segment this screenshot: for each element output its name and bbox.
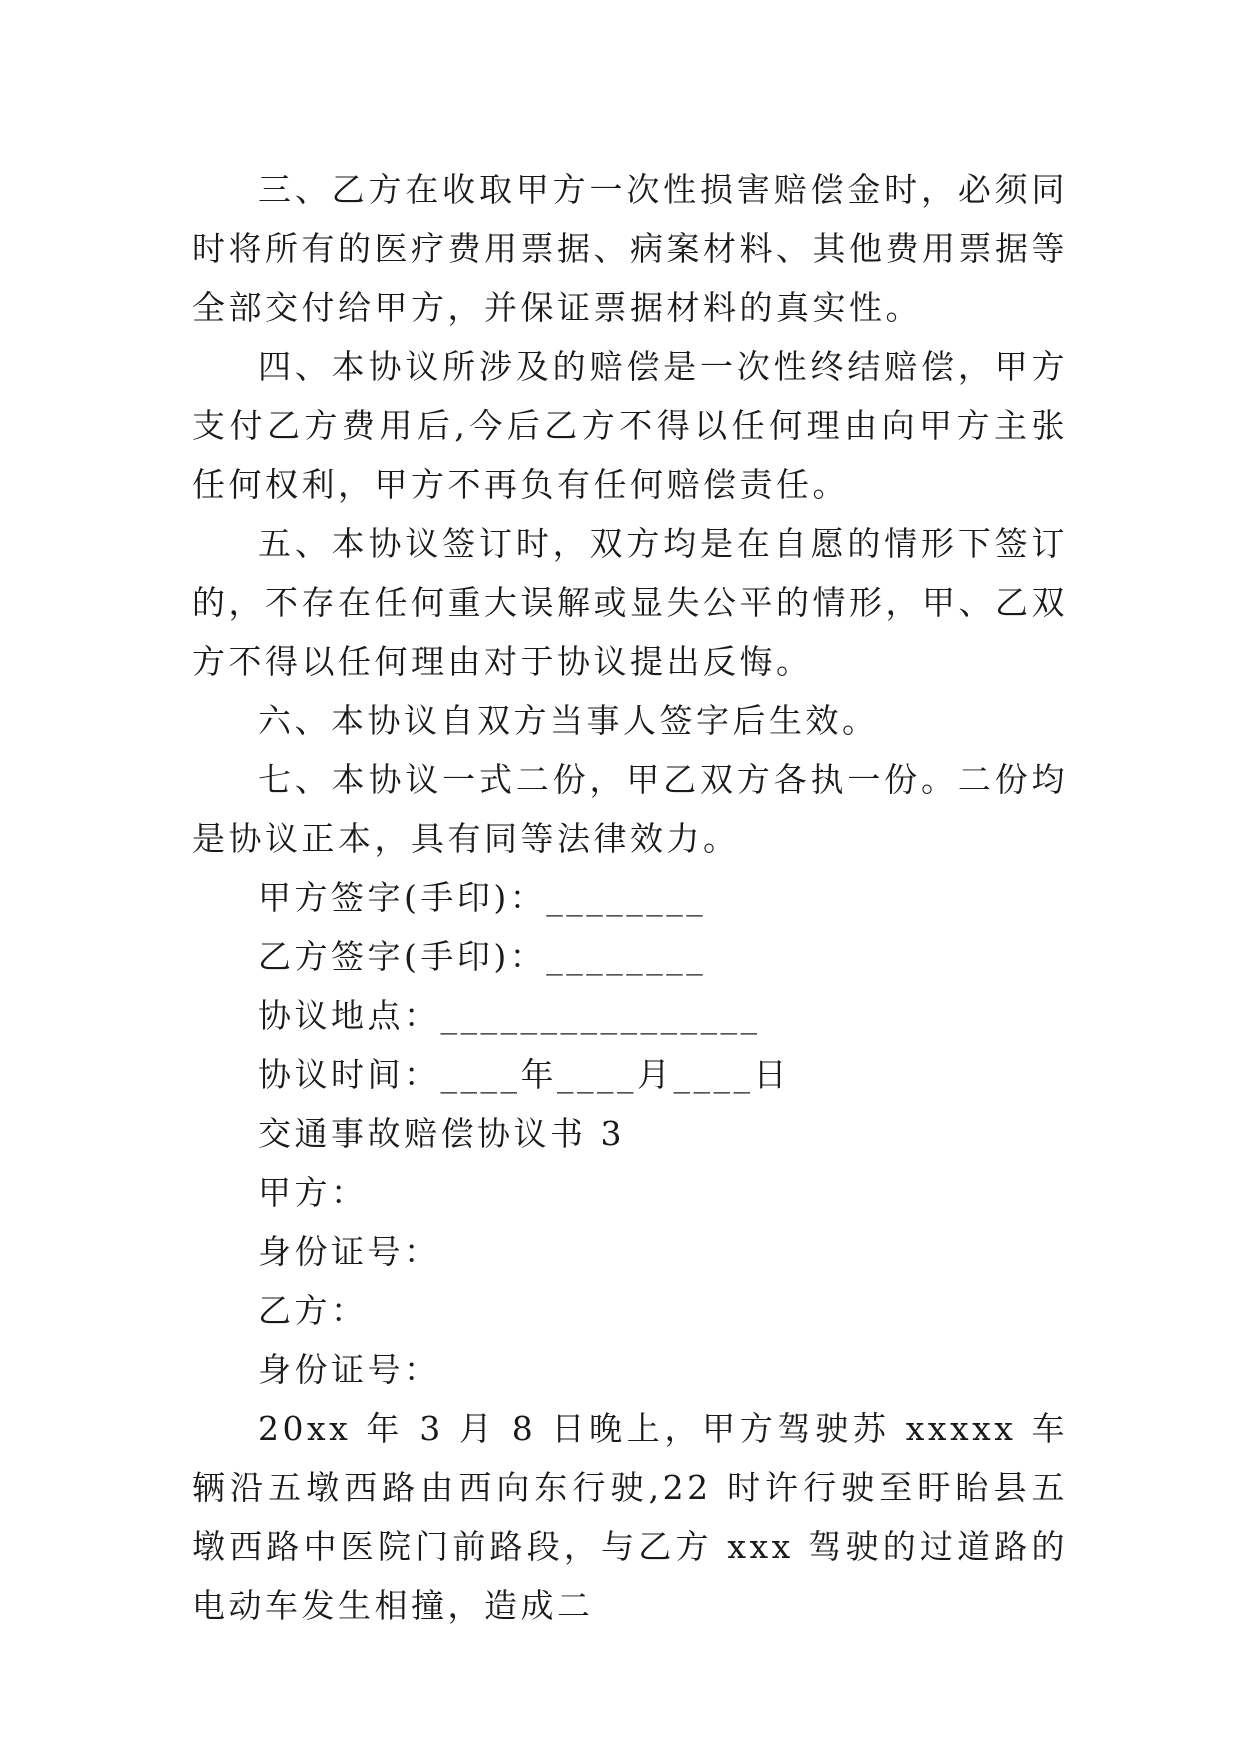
agreement-3-narrative: 20xx 年 3 月 8 日晚上，甲方驾驶苏 xxxxx 车辆沿五墩西路由西向东行驶,22 时许行驶至盱眙县五墩西路中医院门前路段，与乙方 xxx 驾驶的过道路的电动车发生相撞，造成二 — [192, 1409, 1068, 1625]
agreement-3-party-b-id: 身份证号： — [258, 1350, 441, 1389]
agreement-3-party-a-id: 身份证号： — [258, 1232, 441, 1271]
clause-6: 六、本协议自双方当事人签字后生效。 — [258, 701, 879, 740]
party-b-signature-line: 乙方签字(手印)：________ — [258, 937, 707, 976]
agreement-3-party-b: 乙方： — [258, 1291, 368, 1330]
agreement-3-title: 交通事故赔偿协议书 3 — [258, 1114, 625, 1153]
clause-4: 四、本协议所涉及的赔偿是一次性终结赔偿，甲方支付乙方费用后,今后乙方不得以任何理由向甲方主张任何权利，甲方不再负有任何赔偿责任。 — [192, 347, 1068, 504]
clause-7: 七、本协议一式二份，甲乙双方各执一份。二份均是协议正本，具有同等法律效力。 — [192, 760, 1068, 858]
document-body — [192, 160, 1068, 1635]
agreement-time-line: 协议时间：____年____月____日 — [258, 1055, 790, 1094]
agreement-3-party-a: 甲方： — [258, 1173, 368, 1212]
agreement-place-line: 协议地点：________________ — [258, 996, 761, 1035]
party-a-signature-line: 甲方签字(手印)：________ — [258, 878, 707, 917]
clause-3: 三、乙方在收取甲方一次性损害赔偿金时，必须同时将所有的医疗费用票据、病案材料、其他费用票据等全部交付给甲方，并保证票据材料的真实性。 — [192, 170, 1068, 327]
clause-5: 五、本协议签订时，双方均是在自愿的情形下签订的，不存在任何重大误解或显失公平的情形，甲、乙双方不得以任何理由对于协议提出反悔。 — [192, 524, 1068, 681]
